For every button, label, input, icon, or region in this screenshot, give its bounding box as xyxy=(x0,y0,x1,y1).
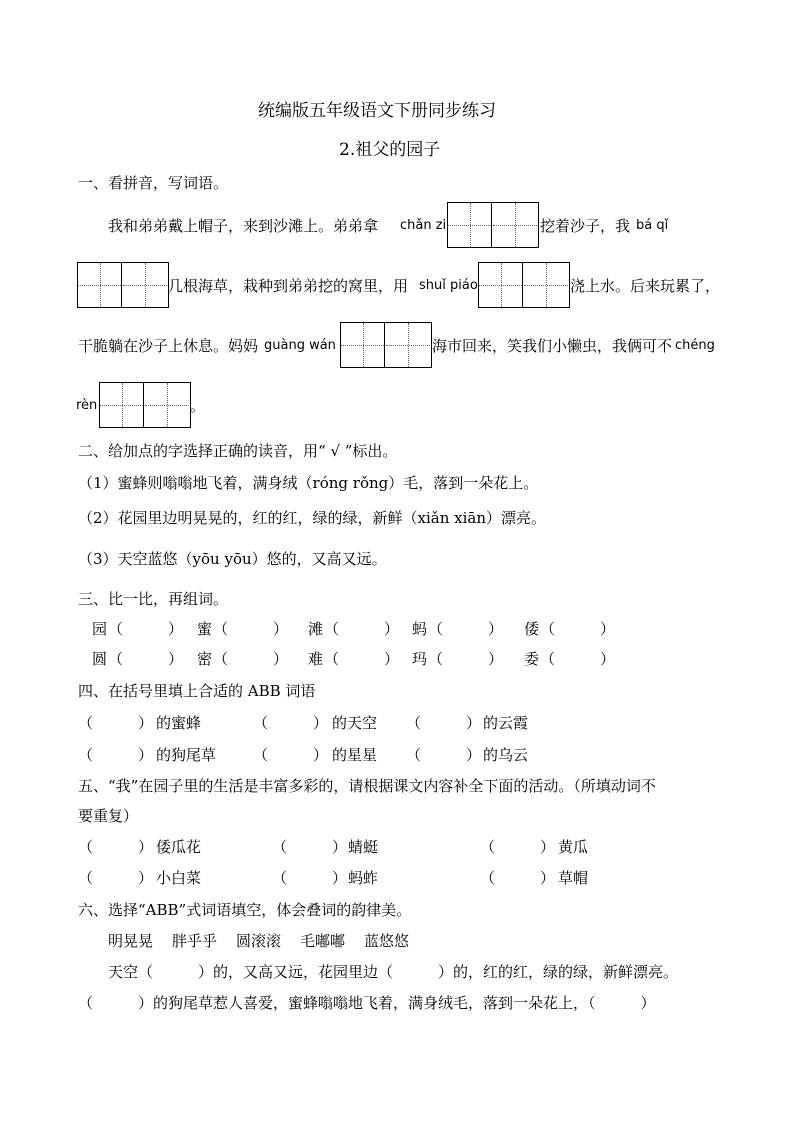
s3-blank[interactable]: （ ） xyxy=(213,650,289,668)
section-1-heading: 一、看拼音，写词语。 xyxy=(78,174,229,192)
s3-blank[interactable]: （ ） xyxy=(428,650,504,668)
s4-phrase: 的天空 xyxy=(332,714,378,732)
s5-blank[interactable]: （ ） xyxy=(480,869,556,887)
s4-phrase: 的乌云 xyxy=(483,746,529,764)
writing-grid-3[interactable] xyxy=(478,262,570,308)
section-6-heading: 六、选择“ABB”式词语填空，体会叠词的韵律美。 xyxy=(78,901,412,919)
s3-char: 园 xyxy=(92,620,108,638)
s4-phrase: 的狗尾草 xyxy=(156,746,217,764)
s1-text-3b: 海市回来，笑我们小懒虫，我俩可不 xyxy=(432,337,673,355)
s3-char: 蜜 xyxy=(197,620,213,638)
section-5-heading-cont: 要重复） xyxy=(78,807,139,825)
s4-phrase: 的蜜蜂 xyxy=(156,714,202,732)
s2-question-3: （3）天空蓝悠（yōu yōu）悠的，又高又远。 xyxy=(78,550,387,568)
s3-char: 委 xyxy=(524,650,540,668)
s4-phrase: 的星星 xyxy=(332,746,378,764)
s4-blank[interactable]: （ ） xyxy=(253,714,329,732)
s1-pinyin-6: rèn xyxy=(76,398,98,413)
s4-blank[interactable]: （ ） xyxy=(406,746,482,764)
s3-blank[interactable]: （ ） xyxy=(108,650,184,668)
s1-pinyin-4: guàng wán xyxy=(264,338,336,353)
s5-blank[interactable]: （ ） xyxy=(480,838,556,856)
s1-pinyin-5: chéng xyxy=(675,338,715,353)
s3-blank[interactable]: （ ） xyxy=(428,620,504,638)
s5-object: 黄瓜 xyxy=(558,838,589,856)
s5-blank[interactable]: （ ） xyxy=(272,838,348,856)
s5-blank[interactable]: （ ） xyxy=(78,869,154,887)
s5-object: 倭瓜花 xyxy=(156,838,202,856)
s3-blank[interactable]: （ ） xyxy=(213,620,289,638)
s1-pinyin-1: chǎn zi xyxy=(400,218,447,233)
s5-object: 小白菜 xyxy=(156,869,202,887)
s1-text-1b: 挖着沙子，我 xyxy=(540,217,631,235)
s5-object: 蜻蜓 xyxy=(348,838,379,856)
s3-char: 蚂 xyxy=(412,620,428,638)
s4-blank[interactable]: （ ） xyxy=(253,746,329,764)
word-option: 胖乎乎 xyxy=(172,932,218,950)
s1-text-1a: 我和弟弟戴上帽子，来到沙滩上。弟弟拿 xyxy=(108,217,379,235)
s4-blank[interactable]: （ ） xyxy=(78,714,154,732)
writing-grid-2[interactable] xyxy=(77,262,169,308)
section-3-heading: 三、比一比，再组词。 xyxy=(78,590,229,608)
lesson-subtitle: 2.祖父的园子 xyxy=(339,140,441,160)
section-5-heading: 五、“我”在园子里的生活是丰富多彩的，请根据课文内容补全下面的活动。（所填动词不 xyxy=(78,777,656,795)
writing-grid-4[interactable] xyxy=(340,322,432,368)
s6-passage-line-2: （ ）的狗尾草惹人喜爱，蜜蜂嗡嗡地飞着，满身绒毛，落到一朵花上，（ ） xyxy=(78,994,656,1012)
word-option: 明晃晃 xyxy=(108,932,154,950)
s3-char: 密 xyxy=(197,650,213,668)
s3-blank[interactable]: （ ） xyxy=(108,620,184,638)
s5-object: 草帽 xyxy=(558,869,589,887)
writing-grid-1[interactable] xyxy=(447,202,539,248)
s1-pinyin-3: shuǐ piáo xyxy=(419,278,478,293)
page-title: 统编版五年级语文下册同步练习 xyxy=(258,101,496,121)
writing-grid-5[interactable] xyxy=(99,382,191,428)
s1-text-2b: 浇上水。后来玩累了， xyxy=(570,277,721,295)
s4-phrase: 的云霞 xyxy=(483,714,529,732)
s3-blank[interactable]: （ ） xyxy=(324,620,400,638)
word-option: 圆滚滚 xyxy=(236,932,282,950)
s1-end-mark: 。 xyxy=(190,397,206,415)
s3-char: 难 xyxy=(308,650,324,668)
s3-blank[interactable]: （ ） xyxy=(540,650,616,668)
s3-blank[interactable]: （ ） xyxy=(540,620,616,638)
s5-blank[interactable]: （ ） xyxy=(78,838,154,856)
s3-char: 玛 xyxy=(412,650,428,668)
section-4-heading: 四、在括号里填上合适的 ABB 词语 xyxy=(78,682,316,700)
s4-blank[interactable]: （ ） xyxy=(78,746,154,764)
s6-passage-line-1: 天空（ ）的，又高又远，花园里边（ ）的，红的红，绿的绿，新鲜漂亮。 xyxy=(108,963,679,981)
s2-question-1: （1）蜜蜂则嗡嗡地飞着，满身绒（róng rǒng）毛，落到一朵花上。 xyxy=(78,474,539,492)
s1-pinyin-2: bá qǐ xyxy=(636,218,669,233)
s5-object: 蚂蚱 xyxy=(348,869,379,887)
s3-char: 圆 xyxy=(92,650,108,668)
s1-text-2a: 几根海草，栽种到弟弟挖的窝里，用 xyxy=(168,277,409,295)
s4-blank[interactable]: （ ） xyxy=(406,714,482,732)
s5-blank[interactable]: （ ） xyxy=(272,869,348,887)
s3-char: 倭 xyxy=(524,620,540,638)
section-2-heading: 二、给加点的字选择正确的读音，用“ √ ”标出。 xyxy=(78,442,398,460)
s2-question-2: （2）花园里边明晃晃的，红的红，绿的绿，新鲜（xiǎn xiān）漂亮。 xyxy=(78,509,547,527)
s3-blank[interactable]: （ ） xyxy=(324,650,400,668)
word-option: 蓝悠悠 xyxy=(364,932,410,950)
s3-char: 滩 xyxy=(308,620,324,638)
s1-text-3a: 干脆躺在沙子上休息。妈妈 xyxy=(78,337,259,355)
word-option: 毛嘟嘟 xyxy=(300,932,346,950)
